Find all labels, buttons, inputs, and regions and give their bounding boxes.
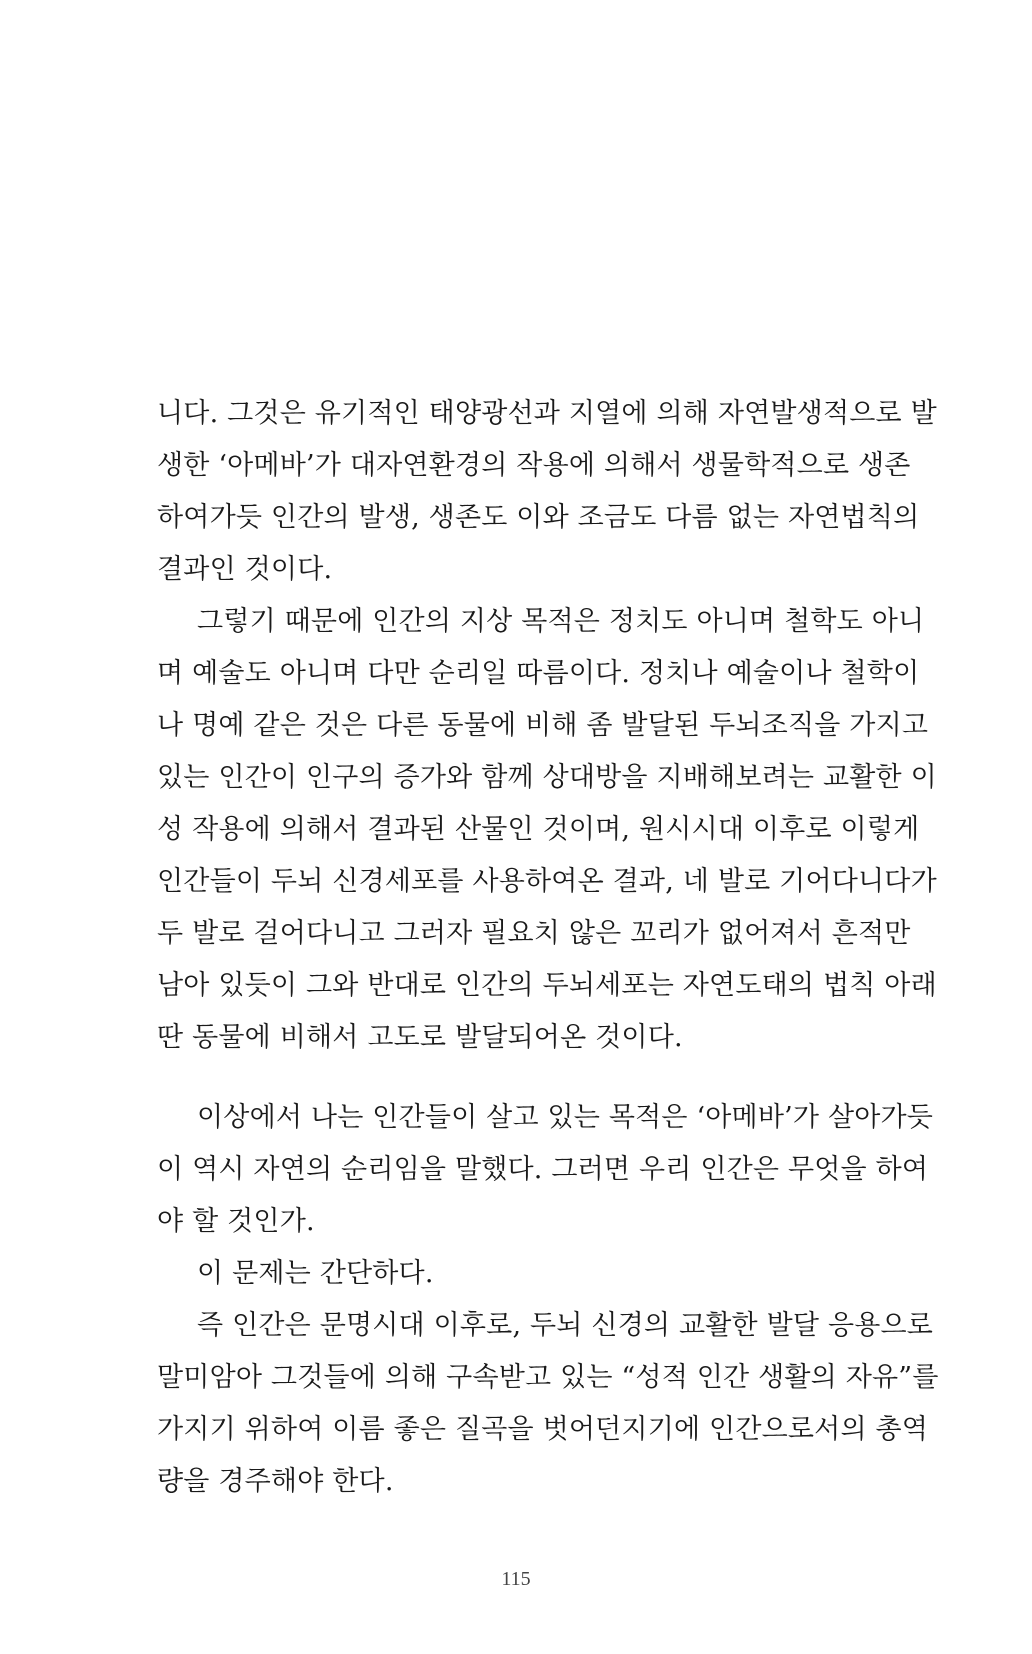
text-line: 인간들이 두뇌 신경세포를 사용하여온 결과, 네 발로 기어다니다가	[157, 866, 937, 897]
paragraph	[157, 1092, 934, 1248]
text-line: 야 할 것인가.	[157, 1206, 315, 1237]
text-line: 니다. 그것은 유기적인 태양광선과 지열에 의해 자연발생적으로 발	[157, 398, 937, 429]
text-line: 성 작용에 의해서 결과된 산물인 것이며, 원시시대 이후로 이렇게	[157, 814, 920, 845]
text-line: 하여가듯 인간의 발생, 생존도 이와 조금도 다름 없는 자연법칙의	[157, 502, 920, 533]
page-number: 115	[501, 1568, 531, 1590]
text-line: 즉 인간은 문명시대 이후로, 두뇌 신경의 교활한 발달 응용으로	[197, 1310, 934, 1341]
text-line: 이상에서 나는 인간들이 살고 있는 목적은 ‘아메바’가 살아가듯	[197, 1102, 934, 1133]
text-line: 결과인 것이다.	[157, 554, 333, 585]
text-line: 가지기 위하여 이름 좋은 질곡을 벗어던지기에 인간으로서의 총역	[157, 1414, 929, 1445]
text-line: 그렇기 때문에 인간의 지상 목적은 정치도 아니며 철학도 아니	[197, 606, 925, 637]
text-line: 딴 동물에 비해서 고도로 발달되어온 것이다.	[157, 1022, 683, 1053]
text-line: 나 명예 같은 것은 다른 동물에 비해 좀 발달된 두뇌조직을 가지고	[157, 710, 929, 741]
text-line: 남아 있듯이 그와 반대로 인간의 두뇌세포는 자연도태의 법칙 아래	[157, 970, 937, 1001]
text-line: 두 발로 걸어다니고 그러자 필요치 않은 꼬리가 없어져서 흔적만	[157, 918, 911, 949]
text-line: 말미암아 그것들에 의해 구속받고 있는 “성적 인간 생활의 자유”를	[157, 1362, 939, 1393]
text-line: 이 역시 자연의 순리임을 말했다. 그러면 우리 인간은 무엇을 하여	[157, 1154, 929, 1185]
text-line: 이 문제는 간단하다.	[197, 1258, 434, 1289]
text-line: 생한 ‘아메바’가 대자연환경의 작용에 의해서 생물학적으로 생존	[157, 450, 911, 481]
paragraph	[157, 1248, 899, 1300]
text-line: 량을 경주해야 한다.	[157, 1466, 394, 1497]
paragraph	[157, 1300, 939, 1508]
text-line: 며 예술도 아니며 다만 순리일 따름이다. 정치나 예술이나 철학이	[157, 658, 920, 689]
paragraph	[157, 596, 937, 1064]
text-section-1	[157, 388, 937, 1064]
text-line: 있는 인간이 인구의 증가와 함께 상대방을 지배해보려는 교활한 이	[157, 762, 937, 793]
text-section-2	[157, 1092, 939, 1508]
paragraph	[157, 388, 937, 596]
